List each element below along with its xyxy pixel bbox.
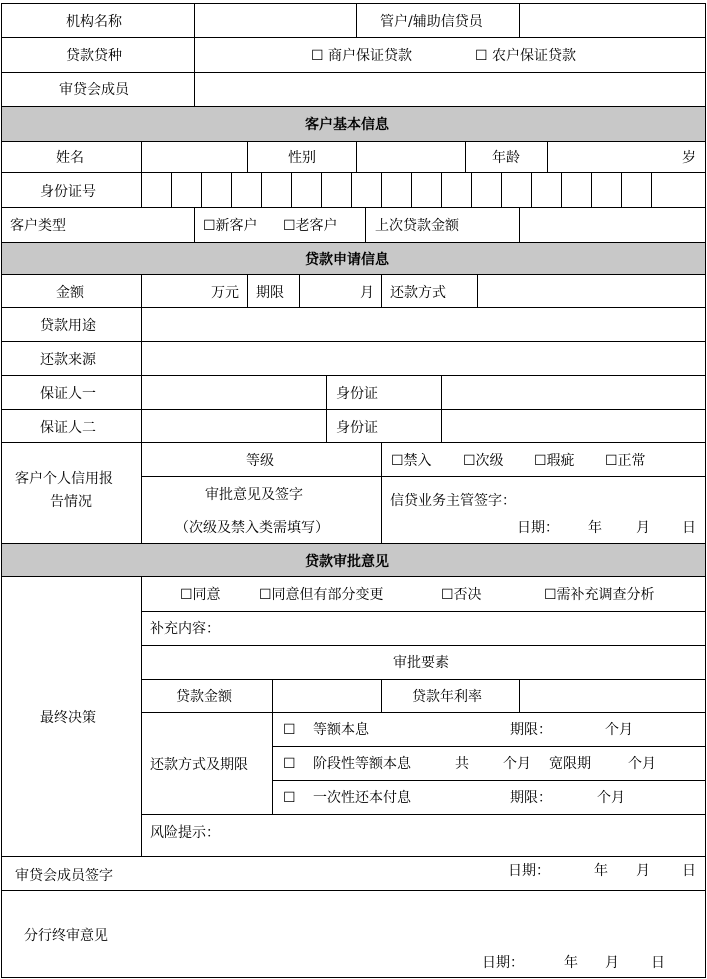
branch-date-month: 月 bbox=[605, 955, 619, 971]
checkbox-grade-flaw[interactable]: ☐瑕疵 bbox=[534, 453, 575, 469]
org-name-label: 机构名称 bbox=[66, 14, 122, 30]
approval-header: 贷款审批意见 bbox=[305, 554, 389, 570]
committee-date-year: 年 bbox=[594, 863, 608, 879]
staged-installment-label: 阶段性等额本息 bbox=[313, 756, 411, 772]
checkbox-reject[interactable]: ☐否决 bbox=[441, 587, 482, 603]
amount-unit: 万元 bbox=[211, 285, 239, 301]
checkbox-agree-with-changes[interactable]: ☐同意但有部分变更 bbox=[259, 587, 384, 603]
branch-date-label: 日期： bbox=[482, 955, 524, 971]
guarantor-2-label: 保证人二 bbox=[40, 420, 96, 436]
supplement-label: 补充内容： bbox=[150, 621, 220, 637]
gender-label: 性别 bbox=[288, 150, 316, 166]
id-number-label: 身份证号 bbox=[40, 184, 96, 200]
checkbox-bullet-repayment[interactable]: ☐ bbox=[283, 790, 296, 806]
form-grid-lines bbox=[1, 3, 706, 978]
checkbox-new-customer[interactable]: ☐新客户 bbox=[203, 218, 258, 234]
risk-warning-label: 风险提示： bbox=[150, 825, 220, 841]
name-label: 姓名 bbox=[56, 150, 84, 166]
credit-report-label-line1: 客户个人信用报 bbox=[15, 471, 113, 487]
committee-date-label: 日期： bbox=[508, 863, 550, 879]
equal-installment-label: 等额本息 bbox=[313, 722, 369, 738]
committee-date-month: 月 bbox=[636, 863, 650, 879]
term-label: 期限 bbox=[256, 285, 284, 301]
equal-installment-months: 个月 bbox=[605, 722, 633, 738]
committee-label: 审贷会成员 bbox=[59, 82, 129, 98]
committee-signature-label: 审贷会成员签字 bbox=[15, 868, 113, 884]
bullet-term-months: 个月 bbox=[597, 790, 625, 806]
loan-amount-label: 贷款金额 bbox=[176, 689, 232, 705]
customer-type-label: 客户类型 bbox=[10, 218, 66, 234]
approval-sign-note: （次级及禁入类需填写） bbox=[175, 520, 329, 536]
staged-total-months: 个月 bbox=[503, 756, 531, 772]
term-unit: 月 bbox=[360, 285, 374, 301]
checkbox-grade-sub[interactable]: ☐次级 bbox=[463, 453, 504, 469]
repay-source-label: 还款来源 bbox=[40, 352, 96, 368]
checkbox-merchant-guarantee[interactable]: ☐ 商户保证贷款 bbox=[311, 48, 413, 64]
customer-info-header: 客户基本信息 bbox=[305, 117, 389, 133]
age-label: 年龄 bbox=[492, 150, 520, 166]
grace-period-months: 个月 bbox=[628, 756, 656, 772]
checkbox-old-customer[interactable]: ☐老客户 bbox=[283, 218, 338, 234]
branch-date-day: 日 bbox=[651, 955, 665, 971]
credit-date-year: 年 bbox=[588, 520, 602, 536]
checkbox-need-more-investigation[interactable]: ☐需补充调查分析 bbox=[544, 587, 655, 603]
application-info-header: 贷款申请信息 bbox=[305, 252, 389, 268]
bullet-repayment-label: 一次性还本付息 bbox=[313, 790, 411, 806]
annual-rate-label: 贷款年利率 bbox=[412, 689, 482, 705]
credit-report-label-line2: 告情况 bbox=[50, 494, 92, 510]
manager-label: 管户/辅助信贷员 bbox=[380, 14, 483, 30]
checkbox-grade-normal[interactable]: ☐正常 bbox=[605, 453, 646, 469]
age-unit: 岁 bbox=[682, 150, 696, 166]
branch-final-opinion-label: 分行终审意见 bbox=[24, 928, 108, 944]
credit-date-month: 月 bbox=[636, 520, 650, 536]
equal-installment-term-label: 期限： bbox=[510, 722, 552, 738]
bullet-term-label: 期限： bbox=[510, 790, 552, 806]
final-decision-label: 最终决策 bbox=[40, 710, 96, 726]
loan-type-label: 贷款贷种 bbox=[66, 48, 122, 64]
guarantor-1-label: 保证人一 bbox=[40, 386, 96, 402]
checkbox-staged-installment[interactable]: ☐ bbox=[283, 756, 296, 772]
approval-sign-label: 审批意见及签字 bbox=[205, 487, 303, 503]
checkbox-grade-ban[interactable]: ☐禁入 bbox=[391, 453, 432, 469]
guarantor-1-id-label: 身份证 bbox=[336, 386, 378, 402]
guarantor-2-id-label: 身份证 bbox=[336, 420, 378, 436]
credit-date-label: 日期： bbox=[517, 520, 559, 536]
supervisor-sign-label: 信贷业务主管签字： bbox=[390, 493, 516, 509]
last-loan-amount-label: 上次贷款金额 bbox=[375, 218, 459, 234]
branch-date-year: 年 bbox=[564, 955, 578, 971]
amount-label: 金额 bbox=[56, 285, 84, 301]
checkbox-farmer-guarantee[interactable]: ☐ 农户保证贷款 bbox=[475, 48, 577, 64]
grace-period-label: 宽限期 bbox=[549, 756, 591, 772]
staged-total-label: 共 bbox=[455, 756, 469, 772]
repay-term-label: 还款方式及期限 bbox=[150, 757, 248, 773]
loan-purpose-label: 贷款用途 bbox=[40, 318, 96, 334]
checkbox-equal-installment[interactable]: ☐ bbox=[283, 722, 296, 738]
committee-date-day: 日 bbox=[682, 863, 696, 879]
checkbox-agree[interactable]: ☐同意 bbox=[180, 587, 221, 603]
grade-label: 等级 bbox=[246, 453, 274, 469]
credit-date-day: 日 bbox=[682, 520, 696, 536]
repay-method-label: 还款方式 bbox=[390, 285, 446, 301]
approval-elements-label: 审批要素 bbox=[393, 655, 449, 671]
